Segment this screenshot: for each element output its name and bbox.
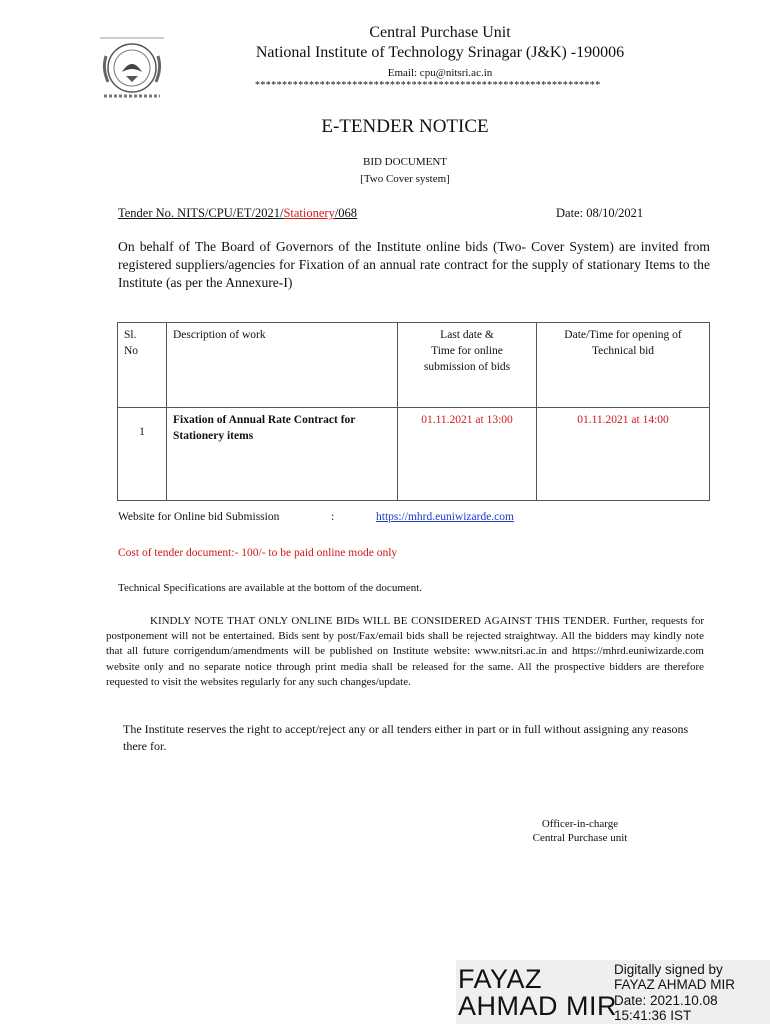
tender-category: Stationery bbox=[283, 206, 335, 220]
header-star-divider: **************************************************************** bbox=[255, 80, 601, 91]
officer-title: Officer-in-charge bbox=[541, 818, 619, 830]
table-header-row bbox=[118, 323, 710, 408]
header-sl-line1: Sl. bbox=[124, 329, 137, 341]
header-description: Description of work bbox=[167, 323, 398, 408]
header-open-line1: Date/Time for opening of bbox=[564, 329, 682, 341]
bid-document-label: BID DOCUMENT bbox=[362, 156, 448, 168]
org-email: Email: cpu@nitsri.ac.in bbox=[387, 67, 493, 79]
tender-table bbox=[117, 322, 710, 501]
org-unit-title: Central Purchase Unit bbox=[369, 24, 511, 41]
row-last-date: 01.11.2021 at 13:00 bbox=[398, 408, 537, 501]
row-opening-date: 01.11.2021 at 14:00 bbox=[537, 408, 710, 501]
signer-name-line1: FAYAZ bbox=[458, 964, 543, 994]
signer-name-line2: AHMAD MIR bbox=[458, 991, 617, 1021]
cover-system-label: [Two Cover system] bbox=[360, 173, 450, 185]
row-desc-line2: Stationery items bbox=[173, 430, 254, 442]
website-label: Website for Online bid Submission bbox=[118, 511, 280, 523]
header-sl-line2: No bbox=[124, 345, 139, 357]
org-institute-name: National Institute of Technology Srinagar (J&K) -190006 bbox=[255, 44, 625, 61]
signature-info-line3: Date: 2021.10.08 bbox=[614, 993, 718, 1008]
tender-suffix: /068 bbox=[334, 206, 358, 220]
online-bids-notice bbox=[106, 614, 704, 690]
header-last-line2: Time for online bbox=[431, 345, 503, 357]
institute-logo bbox=[100, 36, 164, 102]
table-row bbox=[118, 408, 710, 501]
reservation-clause: The Institute reserves the right to accept/reject any or all tenders either in part or in full without assigning any reasons there for. bbox=[123, 722, 689, 753]
website-colon: : bbox=[331, 511, 335, 523]
header-opening-date bbox=[537, 323, 710, 408]
header-open-line2: Technical bid bbox=[591, 345, 655, 357]
page-title: E-TENDER NOTICE bbox=[321, 116, 489, 137]
notice-date: Date: 08/10/2021 bbox=[556, 206, 644, 220]
header-sl bbox=[118, 323, 167, 408]
tender-number bbox=[118, 206, 357, 221]
row-description bbox=[167, 408, 398, 501]
signature-info-line1: Digitally signed by bbox=[614, 962, 723, 977]
online-bids-notice-text: KINDLY NOTE THAT ONLY ONLINE BIDs WILL BE CONSIDERED AGAINST THIS TENDER. Further, requests for postponement will not be entertained. Bids sent by post/Fax/email bids shall be rejected straightway. All the bidders may kindly note that all future corrigendum/amendments will be published on Institute website: www.nitsri.ac.in and https://mhrd.euniwizarde.com website only and no separate notice through print media shall be released for the same. All the prospective bidders are therefore requested to visit the websites regularly for any such changes/update. bbox=[106, 615, 704, 688]
tender-cost-note: Cost of tender document:- 100/- to be paid online mode only bbox=[118, 547, 398, 559]
signature-info-line4: 15:41:36 IST bbox=[614, 1008, 692, 1023]
intro-paragraph: On behalf of The Board of Governors of the Institute online bids (Two- Cover System) are invited from registered suppliers/agencies for Fixation of an annual rate contract for the supply of stationary Items to the Institute (as per the Annexure-I) bbox=[118, 239, 710, 290]
signature-info-line2: FAYAZ AHMAD MIR bbox=[614, 977, 736, 992]
row-desc-line1: Fixation of Annual Rate Contract for bbox=[173, 414, 356, 426]
digital-signature-block bbox=[456, 960, 770, 1024]
bid-submission-link[interactable]: https://mhrd.euniwizarde.com bbox=[376, 511, 514, 523]
officer-unit: Central Purchase unit bbox=[532, 832, 628, 844]
header-last-line1: Last date & bbox=[440, 329, 494, 341]
tender-prefix: Tender No. NITS/CPU/ET/2021/ bbox=[118, 206, 284, 220]
specifications-note: Technical Specifications are available at the bottom of the document. bbox=[118, 582, 423, 594]
header-last-date bbox=[398, 323, 537, 408]
header-last-line3: submission of bids bbox=[423, 361, 511, 373]
row-sl: 1 bbox=[118, 408, 167, 501]
